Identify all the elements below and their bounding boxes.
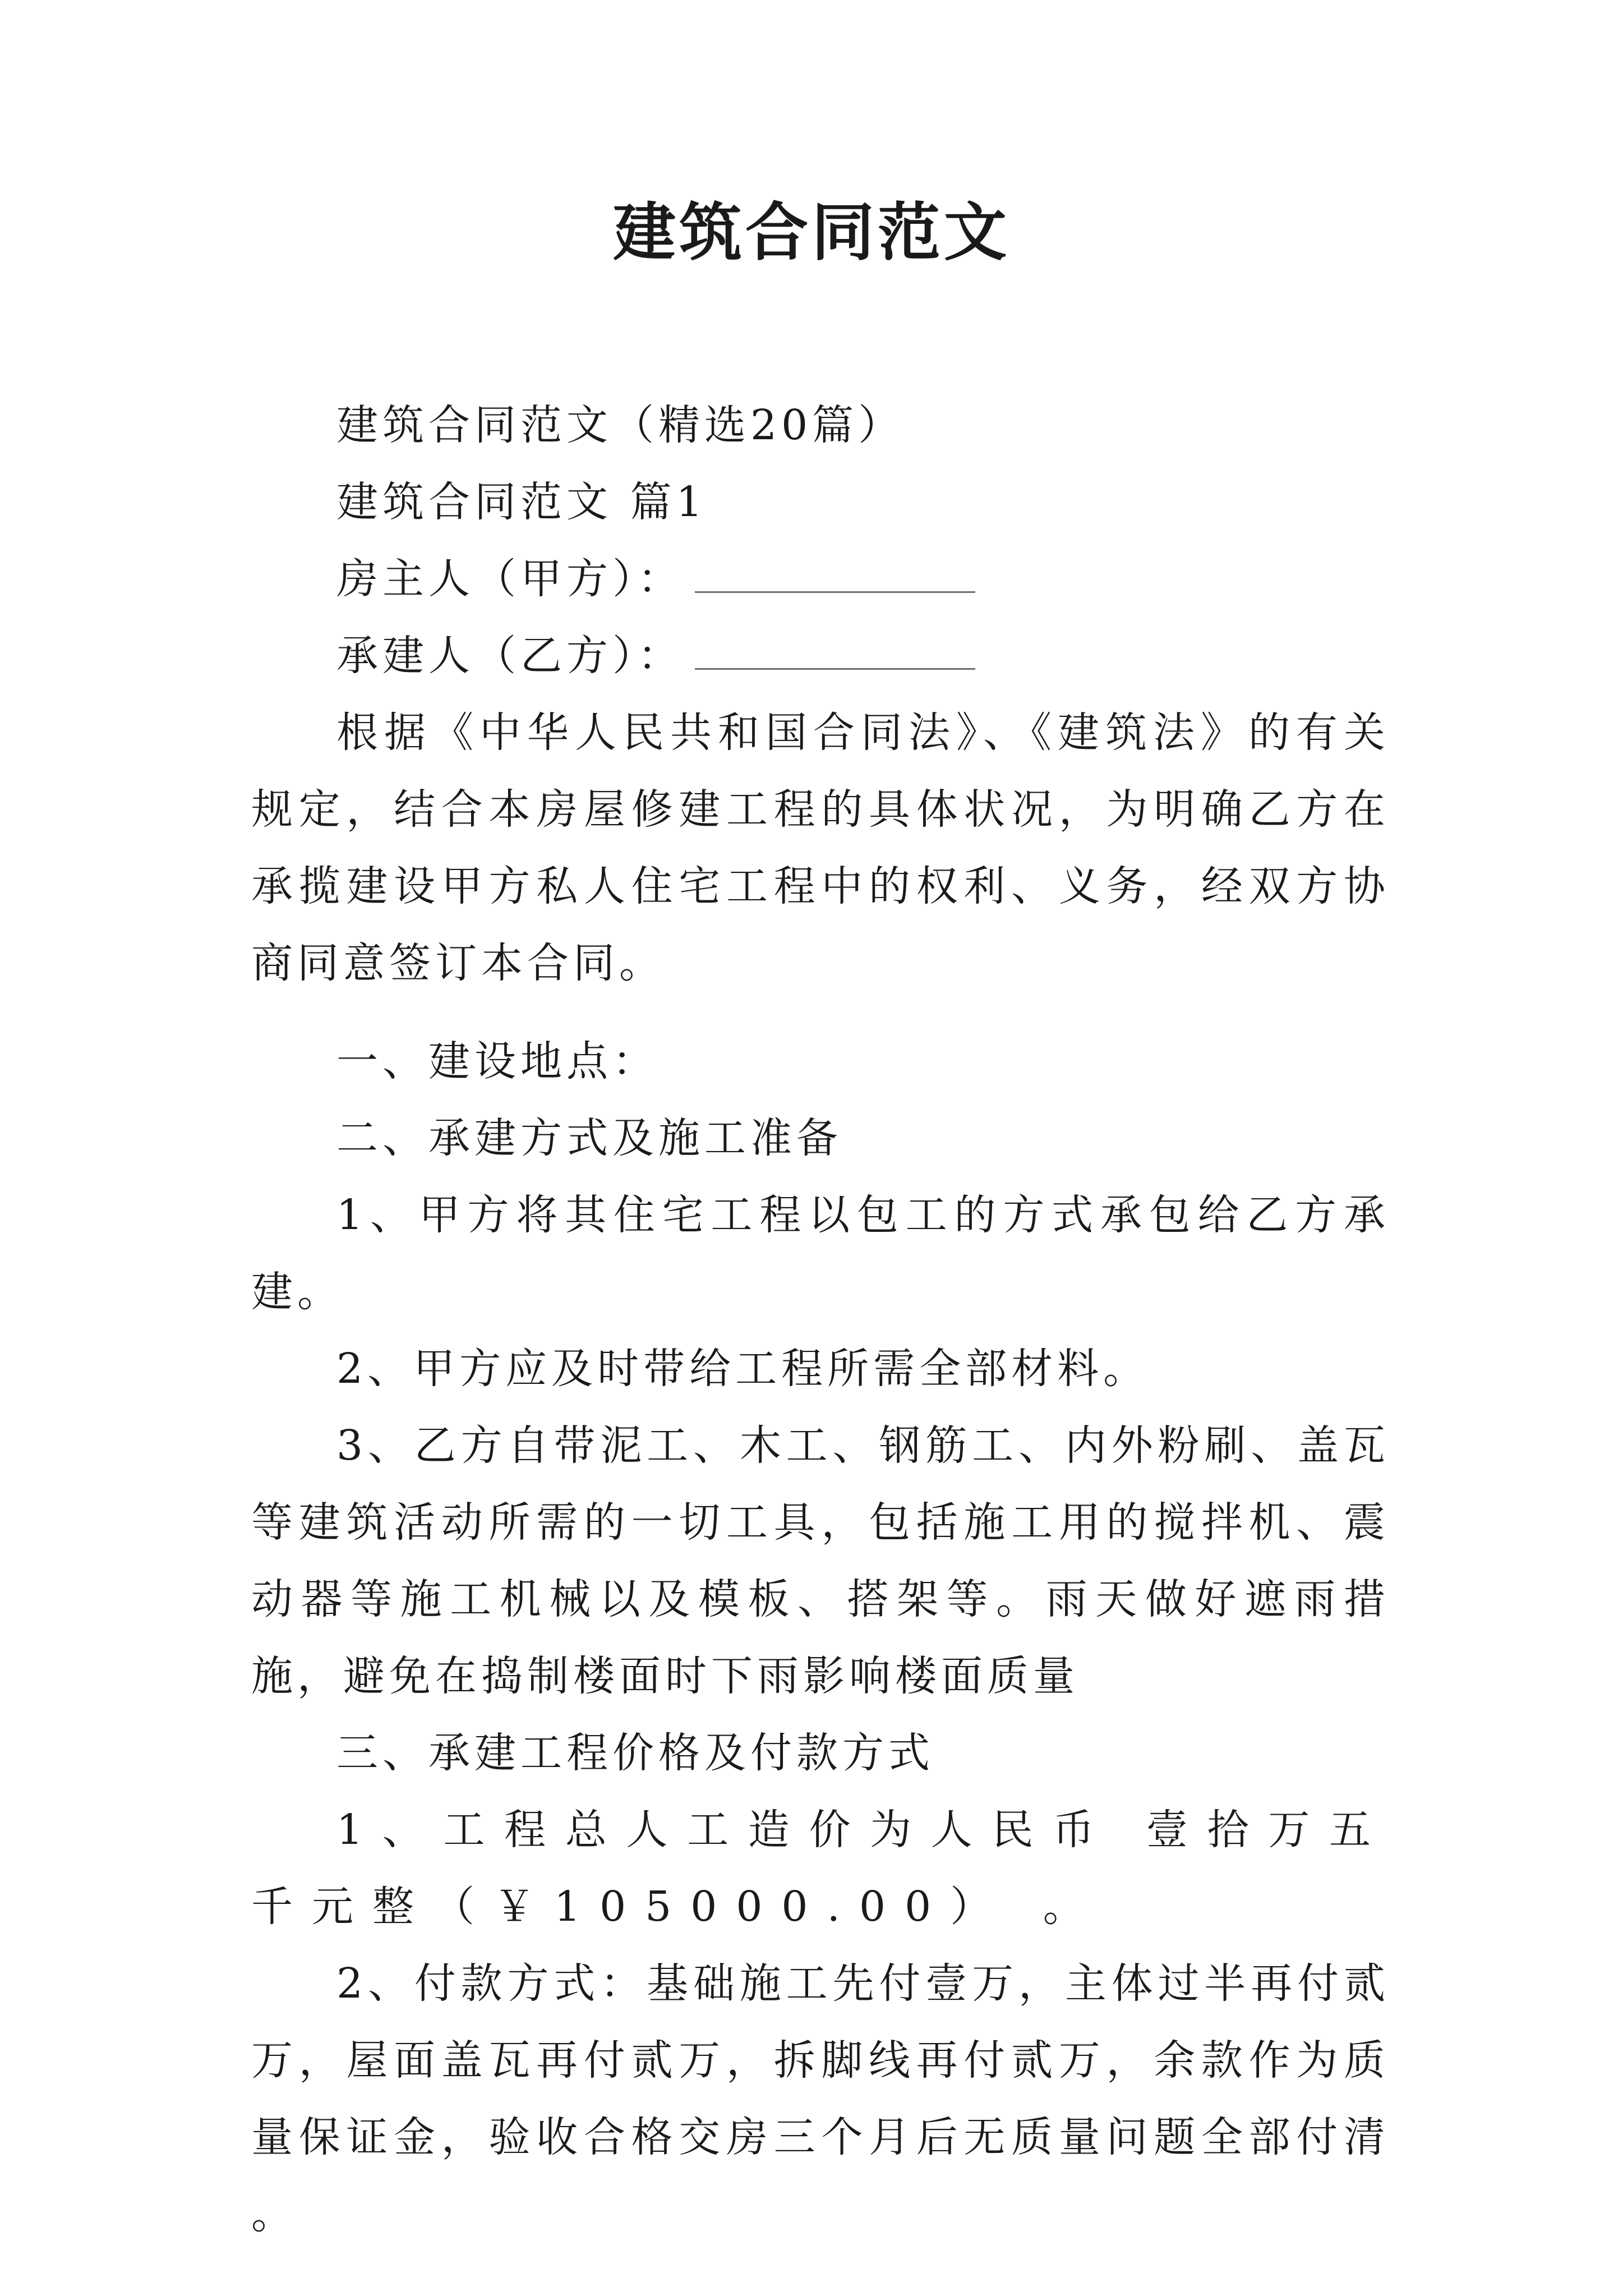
party-a-line bbox=[251, 541, 1390, 618]
clause-2-item-1: 1、甲方将其住宅工程以包工的方式承包给乙方承建。 bbox=[251, 1191, 1390, 1316]
party-b-blank bbox=[695, 634, 975, 670]
clause-2-item-2: 2、甲方应及时带给工程所需全部材料。 bbox=[336, 1345, 1150, 1393]
clause-3-title: 三、承建工程价格及付款方式 bbox=[336, 1729, 934, 1777]
section-heading: 建筑合同范文 篇1 bbox=[336, 478, 707, 526]
clause-2-title: 二、承建方式及施工准备 bbox=[336, 1114, 842, 1162]
party-b-label: 承建人（乙方）： bbox=[336, 632, 684, 680]
document-title: 建筑合同范文 bbox=[613, 196, 1010, 269]
party-a-blank bbox=[695, 558, 975, 593]
clause-3-item-1: 1、工程总人工造价为人民币 壹拾万五千元整（￥105000.00） 。 bbox=[251, 1806, 1390, 1931]
clause-2-item-3: 3、乙方自带泥工、木工、钢筋工、内外粉刷、盖瓦等建筑活动所需的一切工具，包括施工用的搅拌机、震动器等施工机械以及模板、搭架等。雨天做好遮雨措施，避免在捣制楼面时下雨影响楼面质量 bbox=[251, 1421, 1390, 1700]
document-body bbox=[251, 387, 1390, 2253]
preamble-paragraph: 根据《中华人民共和国合同法》、《建筑法》的有关规定，结合本房屋修建工程的具体状况，为明确乙方在承揽建设甲方私人住宅工程中的权利、义务，经双方协商同意签订本合同。 bbox=[251, 708, 1390, 987]
party-b-line bbox=[251, 618, 1390, 694]
party-a-label: 房主人（甲方）： bbox=[336, 555, 684, 603]
clause-1-title: 一、建设地点： bbox=[336, 1037, 658, 1085]
document-subtitle: 建筑合同范文（精选20篇） bbox=[336, 401, 905, 449]
clause-3-item-2: 2、付款方式：基础施工先付壹万，主体过半再付贰万，屋面盖瓦再付贰万，拆脚线再付贰万，余款作为质量保证金，验收合格交房三个月后无质量问题全部付清 。 bbox=[251, 1959, 1390, 2238]
